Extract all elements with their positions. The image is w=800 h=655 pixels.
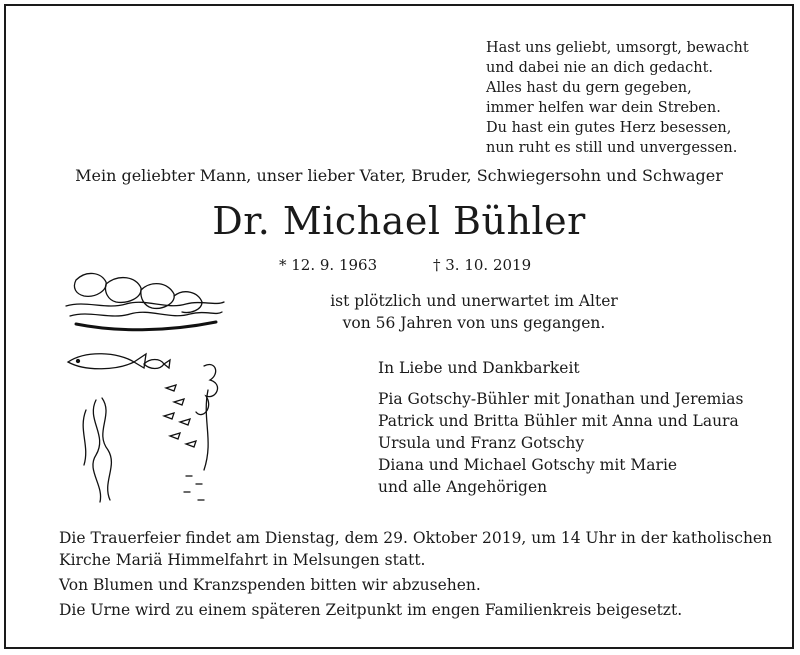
mourner-line: Diana und Michael Gotschy mit Marie	[378, 456, 678, 474]
birth-date: * 12. 9. 1963	[279, 256, 378, 274]
poem-line: immer helfen war dein Streben.	[486, 100, 721, 116]
poem-line: und dabei nie an dich gedacht.	[486, 60, 714, 76]
mourners-lead: In Liebe und Dankbarkeit	[378, 359, 580, 377]
mourner-line: Patrick und Britta Bühler mit Anna und Laura	[378, 412, 739, 430]
poem-line: nun ruht es still und unvergessen.	[486, 140, 738, 156]
intro-line: Mein geliebter Mann, unser lieber Vater, Bruder, Schwiegersohn und Schwager	[75, 166, 723, 185]
mourner-line: und alle Angehörigen	[378, 478, 548, 496]
underwater-illustration	[56, 270, 236, 510]
footprints	[184, 476, 204, 500]
poem-line: Hast uns geliebt, umsorgt, bewacht	[486, 40, 749, 56]
small-fish	[144, 360, 170, 369]
sail-shape	[74, 273, 106, 296]
seaweed-shape	[83, 410, 86, 465]
fish-school	[164, 385, 196, 447]
passing-line: von 56 Jahren von uns gegangen.	[342, 314, 606, 332]
notice-paragraph: Von Blumen und Kranzspenden bitten wir abzusehen.	[59, 576, 481, 594]
poem-line: Alles hast du gern gegeben,	[486, 80, 692, 96]
coral-shape	[204, 390, 208, 470]
mourners-block	[378, 357, 744, 498]
seaweed-shape	[93, 400, 101, 502]
deceased-name: Dr. Michael Bühler	[212, 199, 586, 243]
seaweed-shape	[102, 398, 111, 500]
boat-hull	[76, 322, 216, 330]
poem	[486, 38, 786, 158]
notice-paragraph: Die Urne wird zu einem späteren Zeitpunkt im engen Familienkreis beigesetzt.	[59, 601, 683, 619]
wave-line	[70, 312, 222, 316]
poem-line: Du hast ein gutes Herz besessen,	[486, 120, 732, 136]
notice-paragraph: Die Trauerfeier findet am Dienstag, dem 29. Oktober 2019, um 14 Uhr in der katholischen Kirche Mariä Himmelfahrt in Melsungen statt.	[59, 529, 773, 569]
sail-shape	[105, 278, 141, 303]
passing-line: ist plötzlich und unerwartet im Alter	[330, 292, 618, 310]
fish-eye	[77, 360, 80, 363]
death-date: † 3. 10. 2019	[433, 256, 532, 274]
funeral-notice	[59, 527, 779, 624]
mourner-line: Pia Gotschy-Bühler mit Jonathan und Jeremias	[378, 390, 744, 408]
obituary-card	[4, 4, 794, 649]
mourner-line: Ursula und Franz Gotschy	[378, 434, 585, 452]
